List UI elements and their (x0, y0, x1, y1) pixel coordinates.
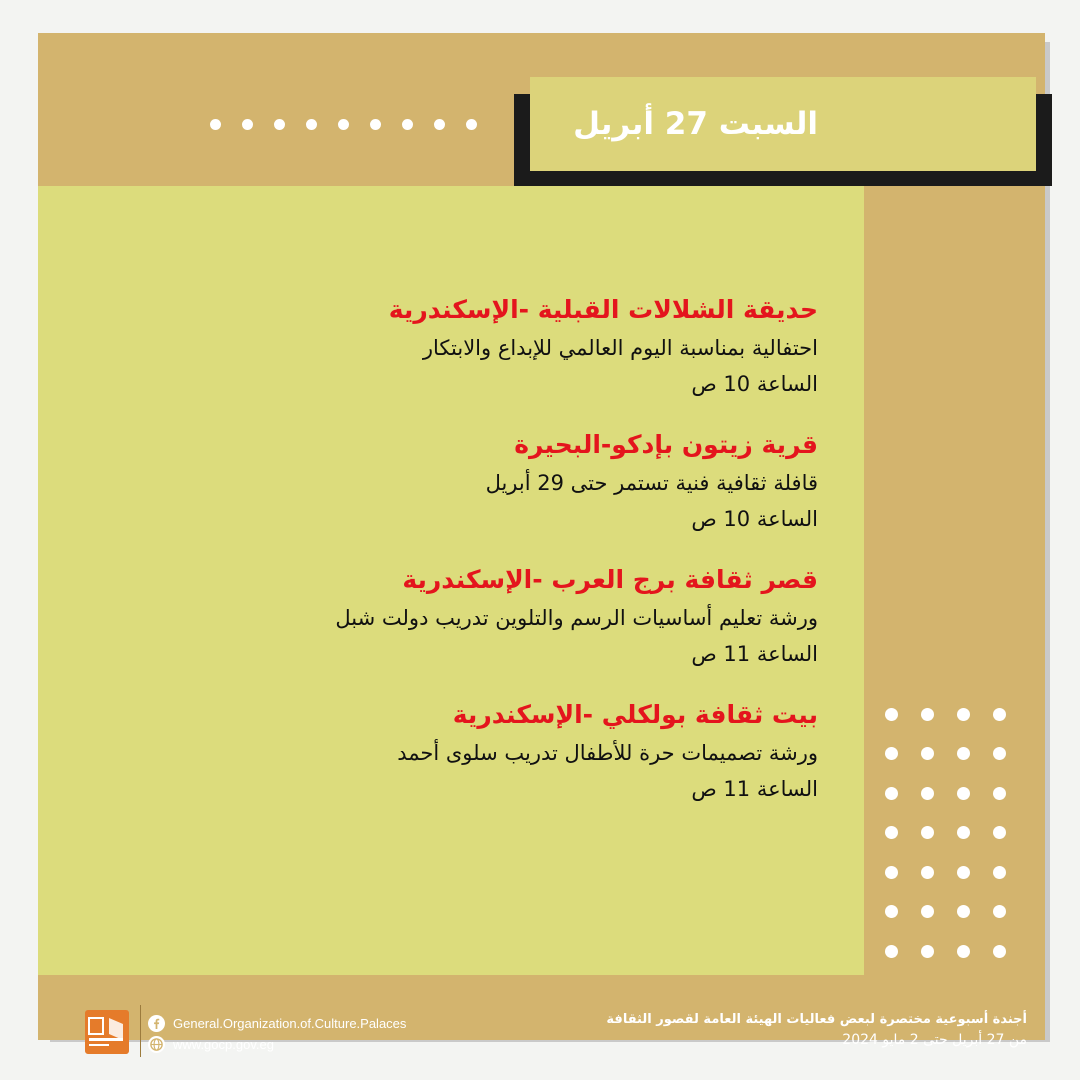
facebook-link[interactable] (148, 1013, 406, 1034)
organization-logo (85, 1010, 129, 1054)
globe-icon (148, 1036, 165, 1053)
event-list (258, 290, 818, 830)
event-item (258, 290, 818, 402)
event-title: قرية زيتون بإدكو-البحيرة (514, 430, 818, 459)
decorative-dot-grid (885, 708, 1010, 968)
website-link[interactable] (148, 1034, 406, 1055)
contact-info (148, 1013, 406, 1055)
event-item (258, 425, 818, 537)
footer (38, 975, 1045, 1052)
event-time: الساعة 11 ص (691, 777, 818, 801)
event-time: الساعة 10 ص (691, 372, 818, 396)
decorative-dot-row (210, 119, 500, 133)
agenda-info (606, 1010, 1027, 1050)
footer-divider (140, 1005, 141, 1057)
date-title: السبت 27 أبريل (573, 106, 818, 142)
event-description: ورشة تعليم أساسيات الرسم والتلوين تدريب دولت شبل (335, 606, 818, 630)
event-description: ورشة تصميمات حرة للأطفال تدريب سلوى أحمد (397, 741, 818, 765)
event-time: الساعة 11 ص (691, 642, 818, 666)
website-url: www.gocp.gov.eg (173, 1037, 274, 1052)
event-item (258, 695, 818, 807)
event-item (258, 560, 818, 672)
date-header (530, 77, 1036, 171)
event-description: قافلة ثقافية فنية تستمر حتى 29 أبريل (485, 471, 818, 495)
agenda-date-range: من 27 أبريل حتى 2 مايو 2024 (842, 1032, 1027, 1048)
event-description: احتفالية بمناسبة اليوم العالمي للإبداع والابتكار (422, 336, 818, 360)
event-title: بيت ثقافة بولكلي -الإسكندرية (452, 700, 818, 729)
facebook-icon (148, 1015, 165, 1032)
agenda-title: أجندة أسبوعية مختصرة لبعض فعاليات الهيئة العامة لقصور الثقافة (606, 1012, 1027, 1027)
event-title: حديقة الشلالات القبلية -الإسكندرية (388, 295, 818, 324)
facebook-page-name: General.Organization.of.Culture.Palaces (173, 1016, 407, 1031)
event-time: الساعة 10 ص (691, 507, 818, 531)
event-title: قصر ثقافة برج العرب -الإسكندرية (402, 565, 818, 594)
